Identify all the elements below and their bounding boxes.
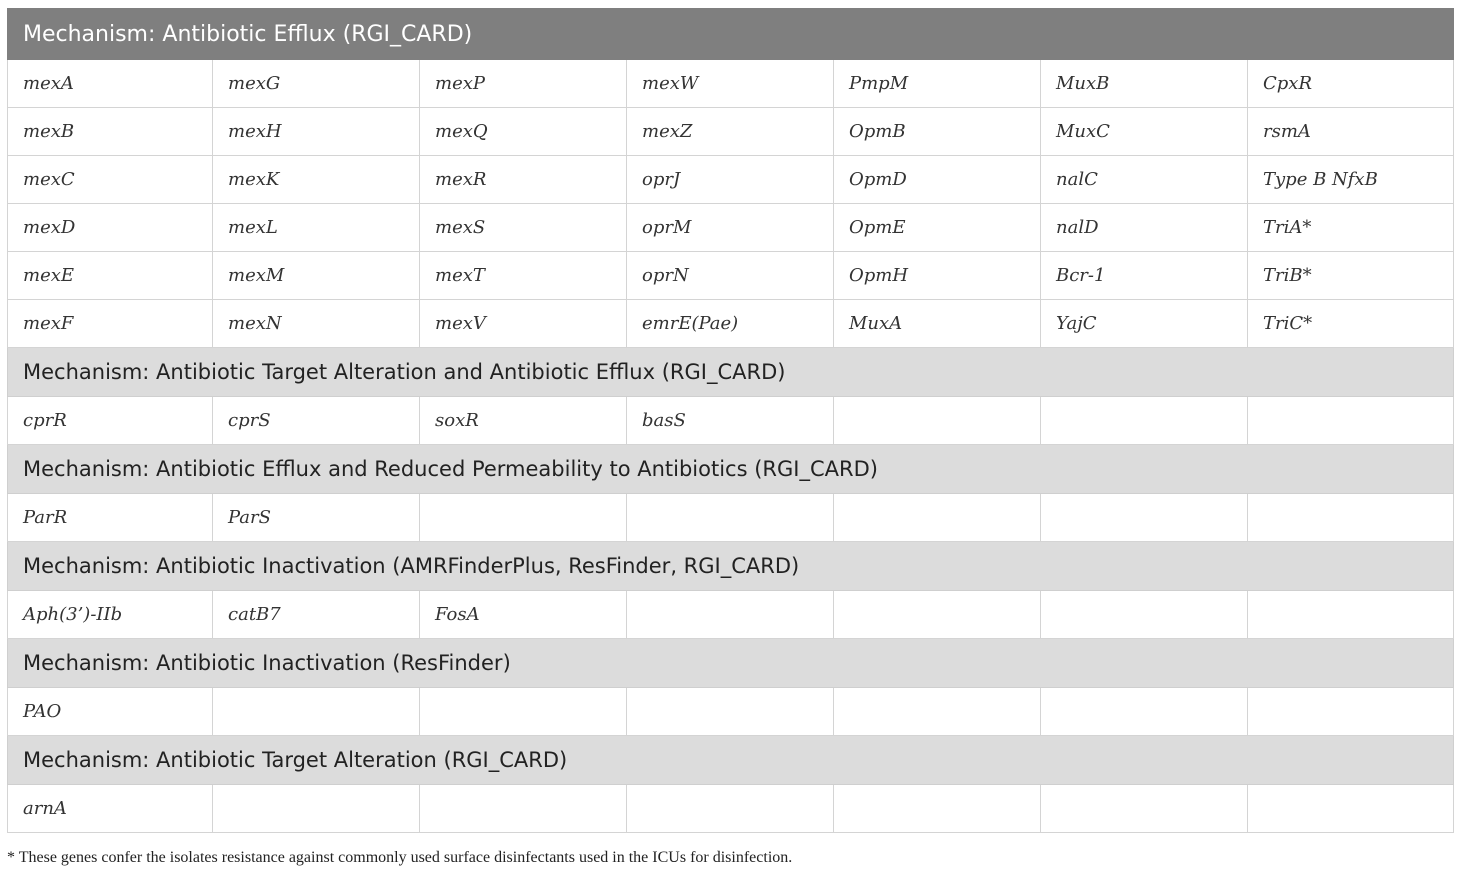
resistance-genes-table [7, 8, 1454, 833]
gene-cell: YajC [1041, 300, 1248, 348]
gene-cell: cprS [213, 397, 420, 445]
gene-cell [627, 494, 834, 542]
gene-cell [1041, 397, 1248, 445]
gene-cell [1248, 785, 1454, 833]
gene-cell [1248, 494, 1454, 542]
table-row [8, 108, 1454, 156]
gene-cell: mexE [8, 252, 213, 300]
gene-cell: PmpM [834, 60, 1041, 108]
gene-cell [420, 688, 627, 736]
gene-cell: oprJ [627, 156, 834, 204]
gene-cell [1248, 591, 1454, 639]
gene-cell: catB7 [213, 591, 420, 639]
table-row [8, 204, 1454, 252]
gene-cell [1248, 397, 1454, 445]
mechanism-title: Mechanism: Antibiotic Inactivation (ResFinder) [8, 639, 1454, 688]
mechanism-header-row [8, 736, 1454, 785]
gene-cell: ParS [213, 494, 420, 542]
gene-cell: mexZ [627, 108, 834, 156]
gene-cell [627, 688, 834, 736]
mechanism-header-row [8, 445, 1454, 494]
gene-cell: mexT [420, 252, 627, 300]
gene-cell [420, 494, 627, 542]
gene-cell: mexB [8, 108, 213, 156]
gene-cell: Bcr-1 [1041, 252, 1248, 300]
gene-cell: mexH [213, 108, 420, 156]
gene-cell: mexG [213, 60, 420, 108]
gene-cell: mexQ [420, 108, 627, 156]
mechanism-header-row [8, 639, 1454, 688]
gene-cell: OpmB [834, 108, 1041, 156]
gene-cell [1041, 494, 1248, 542]
gene-cell [1248, 688, 1454, 736]
table-row [8, 156, 1454, 204]
gene-cell [834, 591, 1041, 639]
gene-cell: cprR [8, 397, 213, 445]
gene-cell: MuxB [1041, 60, 1248, 108]
gene-cell: Type B NfxB [1248, 156, 1454, 204]
table-row [8, 252, 1454, 300]
gene-cell: ParR [8, 494, 213, 542]
gene-cell: basS [627, 397, 834, 445]
gene-cell: TriB* [1248, 252, 1454, 300]
gene-cell: mexA [8, 60, 213, 108]
gene-cell: soxR [420, 397, 627, 445]
gene-cell [420, 785, 627, 833]
gene-cell: OpmH [834, 252, 1041, 300]
gene-cell: mexM [213, 252, 420, 300]
gene-cell: mexC [8, 156, 213, 204]
table-row [8, 688, 1454, 736]
mechanism-header-row [8, 9, 1454, 60]
mechanism-title: Mechanism: Antibiotic Inactivation (AMRFinderPlus, ResFinder, RGI_CARD) [8, 542, 1454, 591]
gene-cell: mexP [420, 60, 627, 108]
table-footnote: * These genes confer the isolates resistance against commonly used surface disinfectants used in the ICUs for disinfection. [7, 849, 793, 866]
gene-cell: oprM [627, 204, 834, 252]
gene-cell [1041, 591, 1248, 639]
mechanism-title: Mechanism: Antibiotic Target Alteration and Antibiotic Efflux (RGI_CARD) [8, 348, 1454, 397]
mechanism-title: Mechanism: Antibiotic Efflux (RGI_CARD) [8, 9, 1454, 60]
gene-cell: FosA [420, 591, 627, 639]
table-row [8, 300, 1454, 348]
gene-cell [627, 785, 834, 833]
gene-cell: mexN [213, 300, 420, 348]
gene-cell [834, 494, 1041, 542]
gene-cell: nalC [1041, 156, 1248, 204]
table-row [8, 591, 1454, 639]
gene-cell: mexV [420, 300, 627, 348]
gene-cell [627, 591, 834, 639]
table-row [8, 397, 1454, 445]
gene-cell [213, 785, 420, 833]
gene-cell: mexS [420, 204, 627, 252]
gene-cell: MuxC [1041, 108, 1248, 156]
gene-cell [834, 688, 1041, 736]
gene-cell: OpmD [834, 156, 1041, 204]
table-row [8, 60, 1454, 108]
gene-cell: MuxA [834, 300, 1041, 348]
table-row [8, 494, 1454, 542]
mechanism-header-row [8, 348, 1454, 397]
gene-cell: OpmE [834, 204, 1041, 252]
gene-cell: mexF [8, 300, 213, 348]
gene-cell: TriC* [1248, 300, 1454, 348]
gene-cell [834, 397, 1041, 445]
gene-cell: oprN [627, 252, 834, 300]
mechanism-title: Mechanism: Antibiotic Efflux and Reduced Permeability to Antibiotics (RGI_CARD) [8, 445, 1454, 494]
gene-cell: TriA* [1248, 204, 1454, 252]
mechanism-title: Mechanism: Antibiotic Target Alteration (RGI_CARD) [8, 736, 1454, 785]
gene-cell: mexL [213, 204, 420, 252]
gene-cell: emrE(Pae) [627, 300, 834, 348]
gene-cell: mexD [8, 204, 213, 252]
gene-cell [1041, 688, 1248, 736]
gene-cell [1041, 785, 1248, 833]
gene-cell: arnA [8, 785, 213, 833]
gene-cell [834, 785, 1041, 833]
gene-cell: Aph(3’)-IIb [8, 591, 213, 639]
gene-cell: rsmA [1248, 108, 1454, 156]
gene-cell [213, 688, 420, 736]
gene-cell: nalD [1041, 204, 1248, 252]
table-row [8, 785, 1454, 833]
gene-cell: CpxR [1248, 60, 1454, 108]
mechanism-header-row [8, 542, 1454, 591]
gene-cell: mexR [420, 156, 627, 204]
gene-cell: PAO [8, 688, 213, 736]
gene-cell: mexK [213, 156, 420, 204]
gene-cell: mexW [627, 60, 834, 108]
